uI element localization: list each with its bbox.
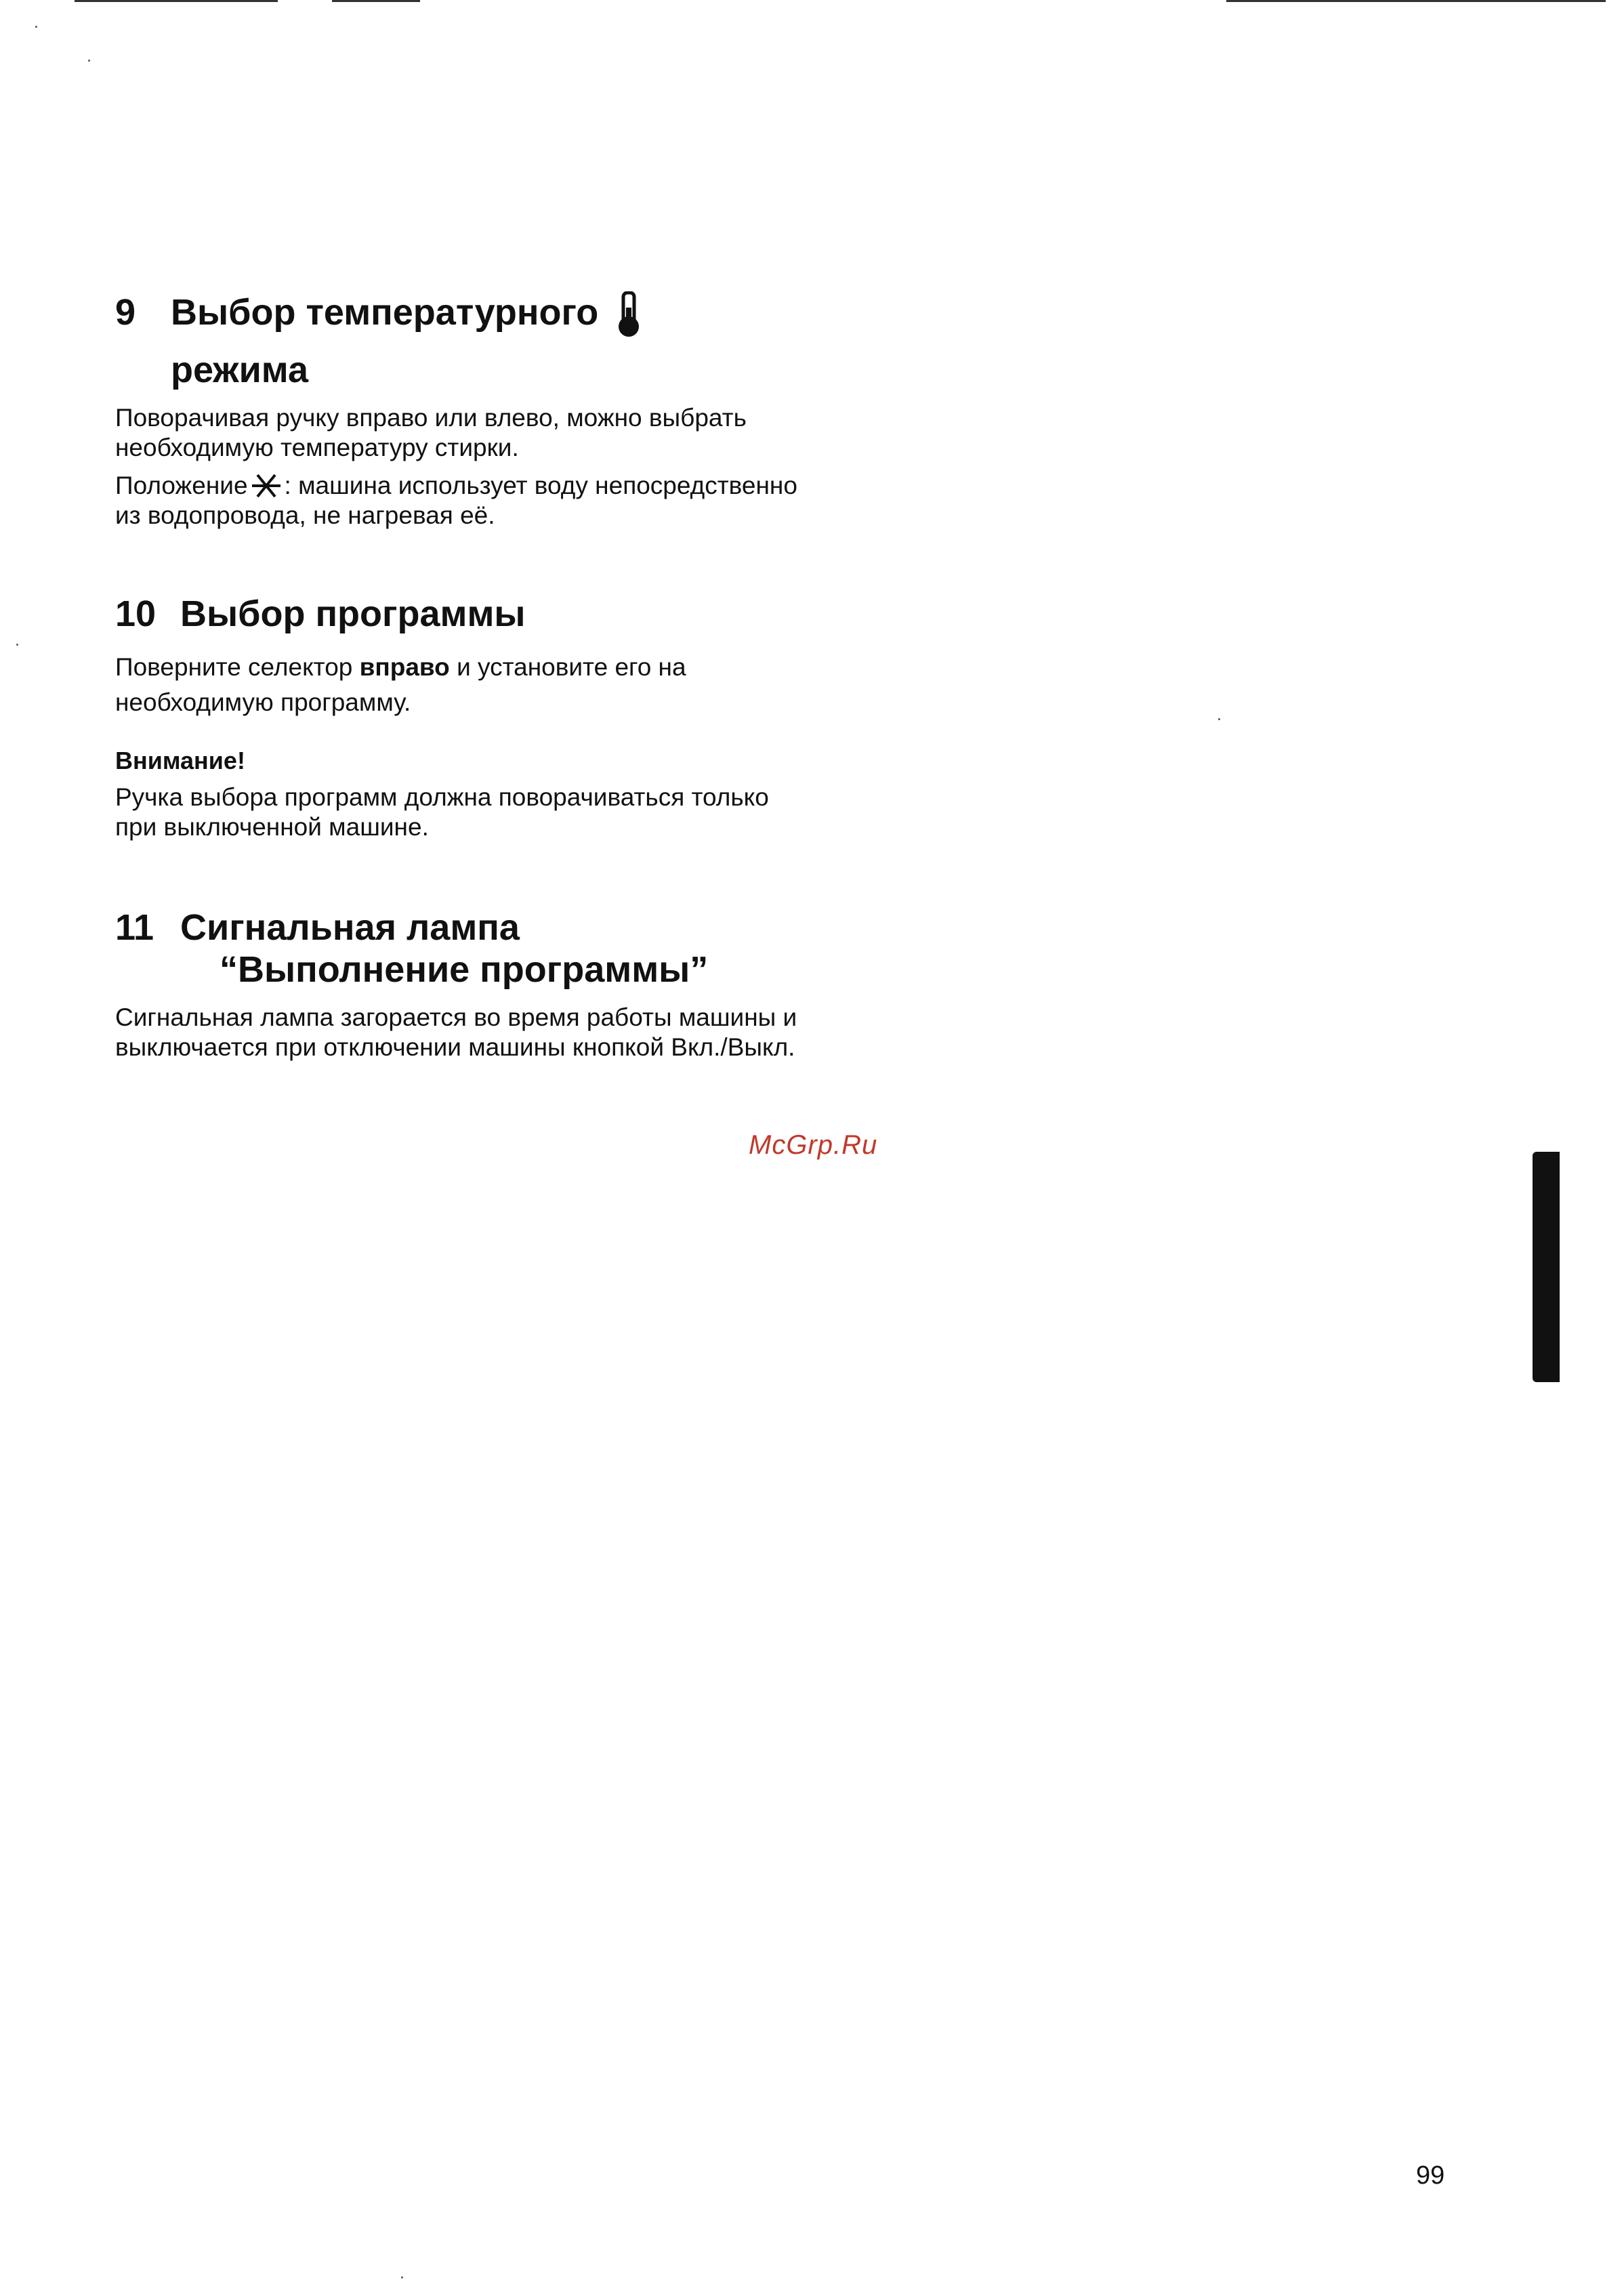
section-number: 9 — [115, 292, 136, 333]
section-program — [115, 593, 806, 842]
section-title-line: “Выполнение программы” — [220, 949, 709, 990]
side-index-tab — [1533, 1152, 1560, 1382]
section-title-line: режима — [171, 350, 309, 390]
scan-edge-line — [75, 0, 278, 2]
emphasis-right: вправо — [359, 653, 450, 681]
section-title — [180, 907, 708, 991]
section-9-heading — [115, 291, 806, 391]
section-title: Выбор программы — [180, 594, 526, 634]
section-10-heading — [115, 593, 806, 635]
thermometer-icon — [616, 291, 642, 349]
scan-edge-line — [1226, 0, 1606, 2]
section-title-line: Выбор температурного — [171, 292, 599, 333]
section-9-paragraph-position: Положение : машина использует воду непосредственно из водопровода, не нагревая её. — [115, 472, 797, 529]
scan-speck — [401, 2276, 403, 2278]
attention-text: Ручка выбора программ должна поворачиваться только при выключенной машине. — [115, 783, 769, 841]
section-number: 11 — [115, 907, 154, 948]
snowflake-icon — [251, 472, 282, 499]
section-11-paragraph: Сигнальная лампа загорается во время работы машины и выключается при отключении машины кнопкой Вкл./Выкл. — [115, 1003, 797, 1061]
section-title-line: Сигнальная лампа — [180, 907, 520, 948]
scan-speck — [88, 60, 90, 62]
scan-edge-line — [332, 0, 420, 2]
section-11-heading — [115, 907, 806, 991]
section-title — [171, 291, 642, 391]
attention-title: Внимание! — [115, 747, 245, 774]
scan-speck — [35, 26, 37, 28]
scan-speck — [16, 644, 18, 646]
section-number: 10 — [115, 594, 157, 634]
watermark: McGrp.Ru — [749, 1130, 878, 1160]
scan-speck — [1218, 718, 1220, 720]
section-9-paragraph: Поворачивая ручку вправо или влево, можно выбрать необходимую температуру стирки. — [115, 404, 747, 461]
section-signal-lamp — [115, 907, 806, 1062]
section-temperature — [115, 291, 806, 530]
section-10-paragraph: Поверните селектор вправо и установите его на необходимую программу. — [115, 653, 686, 716]
page-number: 99 — [1416, 2161, 1445, 2190]
